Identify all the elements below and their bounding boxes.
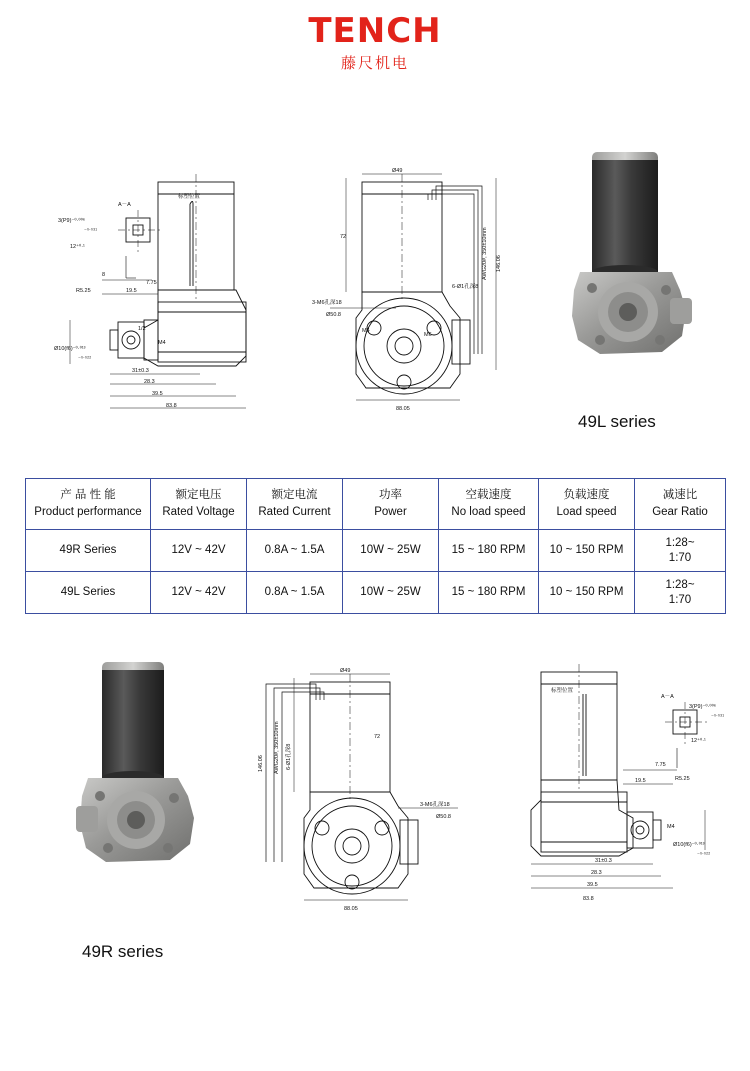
svg-text:标塑位置: 标塑位置	[551, 688, 574, 694]
svg-text:72: 72	[340, 234, 347, 240]
svg-text:1/2: 1/2	[138, 326, 146, 332]
drawing-49l-plan	[300, 160, 550, 430]
table-row	[26, 572, 726, 614]
svg-text:39.5: 39.5	[587, 882, 598, 888]
svg-text:AWG20#, 350±10mm: AWG20#, 350±10mm	[482, 227, 488, 280]
svg-text:M4: M4	[362, 328, 370, 334]
svg-text:8: 8	[102, 272, 106, 278]
cell-power: 10W ~ 25W	[343, 530, 439, 572]
table-header-no-load-speed: 空载速度 No load speed	[439, 479, 539, 530]
cell-voltage: 12V ~ 42V	[151, 530, 247, 572]
table-header-row	[26, 479, 726, 530]
cell-voltage: 12V ~ 42V	[151, 572, 247, 614]
svg-text:31±0.3: 31±0.3	[132, 368, 149, 374]
cell-gear-ratio: 1:28~ 1:70	[635, 530, 726, 572]
drawing-49l-side	[40, 160, 300, 440]
svg-text:88.05: 88.05	[396, 406, 410, 412]
svg-text:₋₀.₀₂₂: ₋₀.₀₂₂	[78, 354, 92, 360]
svg-text:28.3: 28.3	[591, 870, 602, 876]
svg-text:R5.25: R5.25	[675, 776, 690, 782]
svg-text:83.8: 83.8	[583, 896, 594, 902]
brand-logo	[0, 11, 750, 73]
svg-text:R5.25: R5.25	[76, 288, 91, 294]
svg-text:28.3: 28.3	[144, 379, 155, 385]
svg-text:3(P9)⁻⁰·⁰⁰⁶: 3(P9)⁻⁰·⁰⁰⁶	[689, 704, 717, 710]
table-header-gear-ratio: 减速比 Gear Ratio	[635, 479, 726, 530]
cell-current: 0.8A ~ 1.5A	[247, 572, 343, 614]
cell-no-load-speed: 15 ~ 180 RPM	[439, 572, 539, 614]
svg-text:A－A: A－A	[661, 694, 674, 700]
svg-text:83.8: 83.8	[166, 403, 177, 409]
svg-text:Ø50.8: Ø50.8	[436, 814, 451, 820]
specification-table	[25, 478, 726, 614]
svg-text:Ø10(f6)⁻⁰·⁰¹³: Ø10(f6)⁻⁰·⁰¹³	[673, 842, 705, 848]
drawing-49r-plan	[248, 650, 498, 920]
svg-text:标塑位置: 标塑位置	[178, 194, 201, 200]
cell-no-load-speed: 15 ~ 180 RPM	[439, 530, 539, 572]
svg-text:19.5: 19.5	[635, 778, 646, 784]
svg-text:12⁺⁰·¹: 12⁺⁰·¹	[691, 738, 706, 744]
svg-text:M4: M4	[158, 340, 166, 346]
cell-power: 10W ~ 25W	[343, 572, 439, 614]
svg-text:₋₀.₀₃₁: ₋₀.₀₃₁	[711, 712, 725, 718]
svg-text:7.75: 7.75	[655, 762, 666, 768]
svg-text:M4: M4	[667, 824, 675, 830]
svg-text:39.5: 39.5	[152, 391, 163, 397]
series-label-49r: 49R series	[82, 942, 164, 961]
svg-text:7.75: 7.75	[146, 280, 157, 286]
cell-product: 49R Series	[26, 530, 151, 572]
photo-49l-motor	[530, 140, 730, 415]
svg-text:3-M6孔深18: 3-M6孔深18	[420, 802, 450, 808]
svg-text:31±0.3: 31±0.3	[595, 858, 612, 864]
svg-text:3-M6孔深18: 3-M6孔深18	[312, 300, 342, 306]
drawing-49r-side	[505, 650, 750, 930]
table-header-current: 额定电流 Rated Current	[247, 479, 343, 530]
svg-text:6-Ø1孔深8: 6-Ø1孔深8	[452, 284, 479, 290]
svg-text:88.05: 88.05	[344, 906, 358, 912]
cell-current: 0.8A ~ 1.5A	[247, 530, 343, 572]
svg-text:72: 72	[374, 734, 381, 740]
svg-text:6-Ø1孔深8: 6-Ø1孔深8	[286, 743, 292, 770]
svg-text:Ø10(f6)⁻⁰·⁰¹³: Ø10(f6)⁻⁰·⁰¹³	[54, 346, 86, 352]
table-header-voltage: 额定电压 Rated Voltage	[151, 479, 247, 530]
logo-chinese-name: 藤尺机电	[340, 54, 409, 72]
cell-gear-ratio: 1:28~ 1:70	[635, 572, 726, 614]
svg-text:AWG20#, 350±10mm: AWG20#, 350±10mm	[274, 721, 280, 774]
svg-text:₋₀.₀₂₂: ₋₀.₀₂₂	[697, 850, 711, 856]
svg-text:146.06: 146.06	[496, 255, 502, 272]
svg-text:A－A: A－A	[118, 202, 131, 208]
svg-text:3(P9)⁻⁰·⁰⁰⁶: 3(P9)⁻⁰·⁰⁰⁶	[58, 218, 86, 224]
svg-text:M6: M6	[424, 332, 432, 338]
table-header-product: 产 品 性 能 Product performance	[26, 479, 151, 530]
logo-wordmark: TENCH	[308, 11, 442, 51]
table-header-power: 功率 Power	[343, 479, 439, 530]
svg-text:Ø49: Ø49	[392, 168, 403, 174]
table-row	[26, 530, 726, 572]
series-label-49l: 49L series	[578, 412, 656, 431]
photo-49r-motor	[40, 650, 240, 915]
svg-text:12⁺⁰·¹: 12⁺⁰·¹	[70, 244, 85, 250]
svg-text:19.5: 19.5	[126, 288, 137, 294]
cell-load-speed: 10 ~ 150 RPM	[539, 572, 635, 614]
cell-product: 49L Series	[26, 572, 151, 614]
cell-load-speed: 10 ~ 150 RPM	[539, 530, 635, 572]
table-header-load-speed: 负载速度 Load speed	[539, 479, 635, 530]
svg-text:₋₀.₀₃₁: ₋₀.₀₃₁	[84, 226, 98, 232]
svg-text:Ø49: Ø49	[340, 668, 351, 674]
svg-text:Ø50.8: Ø50.8	[326, 312, 341, 318]
svg-text:146.06: 146.06	[258, 755, 264, 772]
